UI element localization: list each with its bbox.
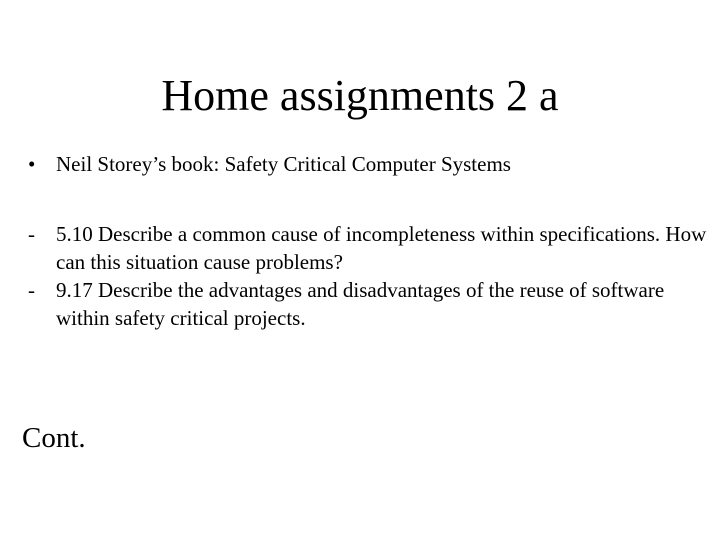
slide-title: Home assignments 2 a (161, 71, 559, 120)
continued-label: Cont. (22, 422, 86, 454)
assignment-item (28, 276, 708, 332)
assignment-text: 9.17 Describe the advantages and disadvantages of the reuse of software within safety critical projects. (56, 278, 665, 330)
bullet-text: Neil Storey’s book: Safety Critical Computer Systems (56, 152, 511, 176)
assignment-item (28, 220, 708, 276)
dash-marker: - (28, 278, 35, 302)
dash-marker: - (28, 222, 35, 246)
assignment-list (28, 220, 708, 332)
bullet-marker: • (28, 152, 36, 176)
assignment-text: 5.10 Describe a common cause of incompleteness within specifications. How can this situation cause problems? (56, 222, 707, 274)
bullet-item (28, 150, 511, 178)
